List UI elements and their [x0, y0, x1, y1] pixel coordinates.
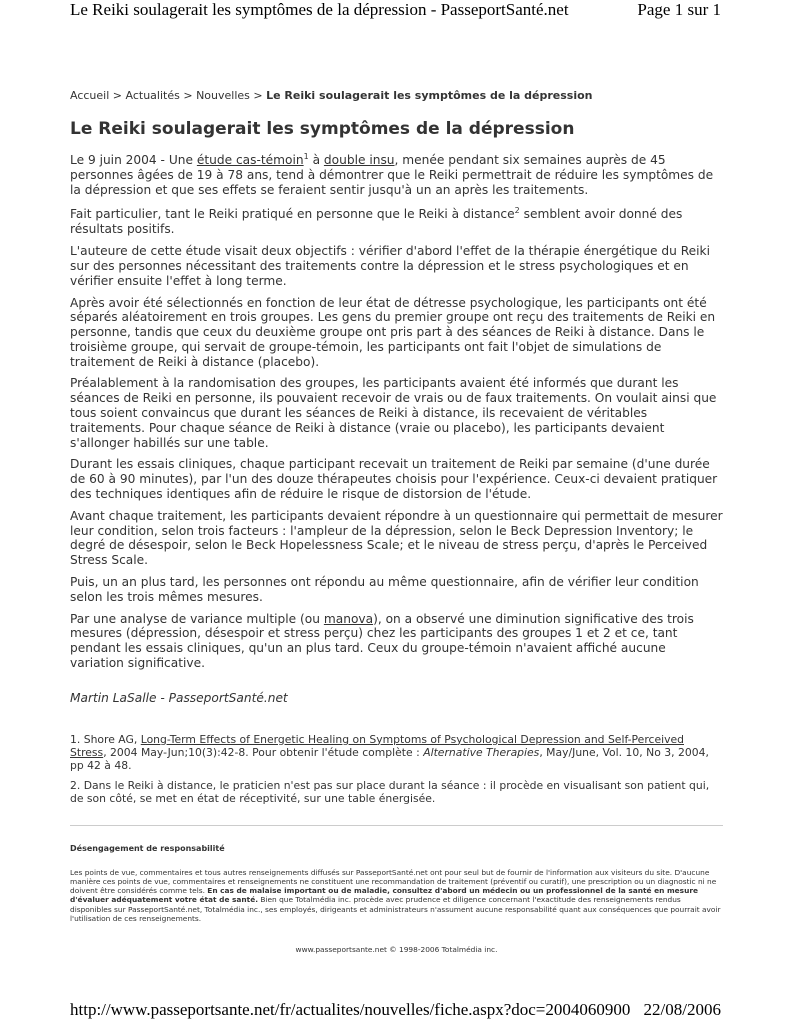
manova-link[interactable]: manova: [323, 611, 374, 626]
article-paragraph-7: Avant chaque traitement, les participants devaient répondre à un questionnaire qui permettait de mesurer leur condition, selon trois facteurs : l'ampleur de la dépression, selon le Beck Depression Inventory; le degré de désespoir, selon le Beck Hopelessness Scale; et le niveau de stress perçu, d'après le Perceived Stress Scale.: [70, 508, 723, 568]
etude-cas-temoin-link[interactable]: étude cas-témoin: [196, 153, 304, 168]
breadcrumb-separator: >: [109, 89, 126, 102]
disclaimer-text: Les points de vue, commentaires et tous autres renseignements diffusés sur PasseportSanté.net ont pour seul but de fournir de l'information aux visiteurs du site. D'aucune manière ces points de vue, commentaires et renseignements ne constituent une recommandation de traitement (préventif ou curatif), une prescription ou un diagnostic ni ne doivent être considérés comme tels. En cas de malaise important ou de maladie, consultez d'abord un médecin ou un professionnel de la santé en mesure d'évaluer adéquatement votre état de santé. Bien que Totalmédia inc. procède avec prudence et diligence concernant l'exactitude des renseignements rendus disponibles sur PasseportSanté.net, Totalmédia inc., ses employés, dirigeants et administrateurs n'assument aucune responsabilité quant aux conséquences que pourrait avoir l'utilisation de ces renseignements.: [70, 867, 721, 923]
article-title: Le Reiki soulagerait les symptômes de la dépression: [70, 119, 575, 139]
breadcrumb-actualites-link[interactable]: Actualités: [125, 89, 180, 102]
breadcrumb-separator: >: [249, 89, 267, 102]
double-insu-link[interactable]: double insu: [323, 153, 395, 168]
breadcrumb-current: Le Reiki soulagerait les symptômes de la dépression: [266, 89, 593, 102]
article-paragraph-4: Après avoir été sélectionnés en fonction de leur état de détresse psychologique, les participants ont été séparés aléatoirement en trois groupes. Les gens du premier groupe ont reçu des traitements de Reiki en personne, tandis que ceux du deuxième groupe ont pris part à des séances de Reiki à distance. Dans le troisième groupe, qui servait de groupe-témoin, les participants ont fait l'objet de simulations de traitement de Reiki à distance (placebo).: [70, 295, 716, 369]
article-author: Martin LaSalle - PasseportSanté.net: [70, 690, 288, 705]
breadcrumb-accueil-link[interactable]: Accueil: [70, 89, 110, 102]
article-paragraph-3: L'auteure de cette étude visait deux objectifs : vérifier d'abord l'effet de la thérapie énergétique du Reiki sur des personnes nécessitant des traitements contre la dépression et le stress psychologiques et en vérifier ensuite l'effet à long terme.: [70, 244, 710, 288]
print-page-number: Page 1 sur 1: [637, 0, 721, 19]
reference-1: 1. Shore AG, Long-Term Effects of Energetic Healing on Symptoms of Psychological Depression and Self-Perceived Stress, 2004 May-Jun;10(3):42-8. Pour obtenir l'étude complète : Alternative Therapies, May/June, Vol. 10, No 3, 2004, pp 42 à 48.: [70, 732, 709, 772]
divider: [70, 825, 723, 826]
article-paragraph-9: Par une analyse de variance multiple (ou manova), on a observé une diminution significative des trois mesures (dépression, désespoir et stress perçu) chez les participants des groupes 1 et 2 et ce, tant pendant les essais cliniques, qu'un an plus tard. Ceux du groupe-témoin n'avaient affiché aucune variation significative.: [70, 611, 694, 671]
article-paragraph-5: Préalablement à la randomisation des groupes, les participants avaient été informés que durant les séances de Reiki en personne, ils pouvaient recevoir de vrais ou de faux traitements. On voulait ainsi que tous soient convaincus que durant les séances de Reiki à distance, ils recevaient de véritables traitements. Pour chaque séance de Reiki à distance (vraie ou placebo), les participants devaient s'allonger habillés sur une table.: [70, 376, 717, 450]
footnote-ref-2: 2: [514, 206, 520, 216]
copyright: www.passeportsante.net © 1998-2006 Totalmédia inc.: [295, 945, 498, 955]
print-header: [70, 0, 721, 22]
article-paragraph-2: Fait particulier, tant le Reiki pratiqué en personne que le Reiki à distance$^2$ semblent avoir donné des résultats positifs.: [70, 206, 683, 237]
article-paragraph-6: Durant les essais cliniques, chaque participant recevait un traitement de Reiki par semaine (d'une durée de 60 à 90 minutes), par l'un des douze thérapeutes choisis pour l'expérience. Ceux-ci devaient pratiquer des techniques identiques afin de réduire le risque de distorsion de l'étude.: [70, 457, 718, 502]
article-content: [70, 80, 723, 954]
breadcrumb-nouvelles-link[interactable]: Nouvelles: [196, 89, 250, 102]
reference-2: 2. Dans le Reiki à distance, le praticien n'est pas sur place durant la séance : il procède en visualisant son patient qui, de son côté, se met en état de réceptivité, sur une table énergisée.: [70, 778, 710, 805]
print-page-url: http://www.passeportsante.net/fr/actualites/nouvelles/fiche.aspx?doc=2004060900: [70, 1000, 631, 1019]
article-paragraph-1: Le 9 juin 2004 - Une étude cas-témoin$^1$ à double insu, menée pendant six semaines auprès de 45 personnes âgées de 19 à 78 ans, tend à démontrer que le Reiki permettrait de réduire les symptômes de la dépression et que ses effets se feraient sentir jusqu'à un an après les traitements.: [70, 152, 714, 197]
print-date: 22/08/2006: [643, 1000, 721, 1019]
print-page-title: Le Reiki soulagerait les symptômes de la dépression - PasseportSanté.net: [70, 0, 569, 19]
print-footer: [70, 1002, 721, 1024]
breadcrumb: [70, 89, 723, 102]
breadcrumb-separator: >: [179, 89, 197, 102]
references: [70, 733, 723, 805]
study-title-link[interactable]: Long-Term Effects of Energetic Healing on Symptoms of Psychological Depression and Self-Perceived Stress: [70, 732, 684, 759]
disclaimer-title: Désengagement de responsabilité: [70, 843, 225, 853]
article-paragraph-8: Puis, un an plus tard, les personnes ont répondu au même questionnaire, afin de vérifier leur condition selon les trois mêmes mesures.: [70, 575, 699, 604]
footnote-ref-1: 1: [303, 152, 309, 161]
